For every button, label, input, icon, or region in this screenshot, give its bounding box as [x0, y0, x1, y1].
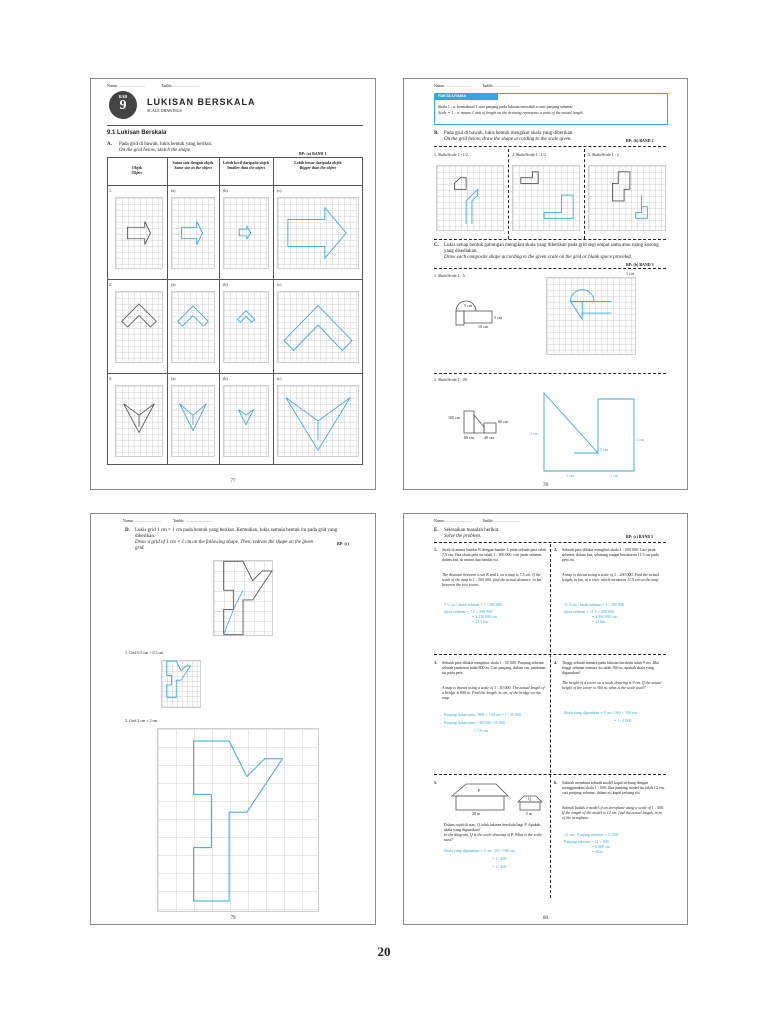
- question-e-text-en: Solve the problem.: [444, 534, 482, 539]
- item-label: 1. Grid 0.5 cm × 0.5 cm: [125, 650, 164, 655]
- scale-label: 3. Skala/Scale 1 : 2: [588, 152, 619, 157]
- answer-grid: [223, 197, 269, 269]
- q1-answer: 7.5 cm / Jarak sebenar = 1 / 300 000 Jarak sebenar = 7.5 × 300 000 = 2 250 000 cm = 22.5 km: [444, 602, 503, 624]
- name-field: Nama: ..........................: [107, 83, 145, 88]
- question-c-label: C.: [434, 243, 439, 248]
- question-b-label: B.: [434, 131, 439, 136]
- q4-text-en: The height of a tower on a scale drawing is 9 cm. If the actual height of the tower is 360 m, what is the scale used?: [562, 680, 662, 690]
- question-e-label: E.: [434, 528, 439, 533]
- q2-text: Sebuah peta dilukis mengikut skala 1 : 200 000. Cari jarak sebenar, dalam km, sebatang sungai berukuran 11.5 cm pada peta itu.: [562, 547, 659, 562]
- q6-number: 6.: [554, 780, 557, 785]
- page-79: [90, 513, 376, 925]
- answer-grid: [213, 560, 273, 636]
- composite-shape: 5 cm 5 cm 10 cm: [444, 283, 504, 331]
- band-label: BP: (c): [337, 541, 349, 546]
- page-number: 77: [230, 479, 236, 484]
- answer-grid: [223, 385, 269, 457]
- answer-grid: [277, 197, 359, 269]
- page-number: 78: [543, 483, 548, 488]
- sub-label: (c): [277, 282, 282, 287]
- house-figure: P Q 20 m 5 m: [446, 782, 546, 818]
- date-field: Tarikh: ..........................: [482, 518, 521, 523]
- object-grid: [115, 385, 163, 457]
- answer-grid: [161, 660, 201, 708]
- date-field: Tarikh: ..........................: [482, 83, 521, 88]
- answer-dim: 1 cm: [626, 271, 634, 276]
- band-label: BP: (a) BAND 1: [299, 151, 327, 156]
- name-field: Nama: ..........................: [123, 518, 161, 523]
- sub-label: (b): [223, 282, 228, 287]
- q5-text-en: In the diagram, Q is the scale drawing of P. What is the scale used?: [444, 832, 543, 842]
- q1-number: 1.: [434, 547, 437, 552]
- q6-text: Salmah membina sebuah model kapal terbang dengan menggunakan skala 1 : 500. Jika panjang model itu ialah 12 cm, cari panjang sebenar, dalam m, kapal terbang itu.: [562, 780, 665, 795]
- page-number: 79: [230, 916, 236, 921]
- page-80: [403, 513, 688, 925]
- page-77: [90, 78, 376, 490]
- page-78: [403, 78, 688, 490]
- band-label: BP: (c) BAND 5: [626, 534, 654, 539]
- q4-text: Tinggi sebuah menara pada lukisan berskala ialah 9 cm. Jika tinggi sebenar menara itu ialah 360 m, apakah skala yang digunakan?: [562, 660, 659, 675]
- q2-number: 2.: [554, 547, 557, 552]
- answer-grid: [171, 385, 215, 457]
- q2-answer: 11.5 cm / Jarak sebenar = 1 / 200 000 Jarak sebenar = 11.5 × 200 000 = 2 300 000 cm = 23 km: [564, 602, 624, 624]
- q3-answer: Panjang dalam peta / 800 × 100 cm = 1 / 50 000 Panjang dalam peta = 80 000 / 50 000 = 1.6 cm: [444, 712, 521, 733]
- object-grid: [115, 197, 163, 269]
- answer-drawing: 2 cm 3 cm 2 cm 1 cm 1 cm: [524, 387, 654, 477]
- question-a-label: A.: [107, 142, 112, 147]
- answer-grid: [546, 277, 636, 355]
- question-a-text-en: On the grid below, sketch the shape.: [119, 148, 192, 153]
- sub-label: (a): [171, 188, 176, 193]
- footer-page-number: 20: [377, 944, 391, 959]
- question-a-text: Pada grid di bawah, lukis bentuk yang berikut.: [119, 142, 213, 147]
- chapter-subtitle: SCALE DRAWINGS: [147, 108, 182, 113]
- fact-text: Skala 1 : n, bermaksud 1 unit panjang pada lukisan mewakili n unit panjang sebenar.: [438, 104, 574, 109]
- sub-label: (a): [171, 376, 176, 381]
- q5-answer: Skala yang digunakan = 5 cm / 20 × 100 cm = 1 / 400 = 1 : 400: [444, 848, 515, 869]
- answer-grid: [277, 291, 359, 363]
- q1-text: Jarak di antara bandar K dengan bandar L pada sebuah peta ialah 7.5 cm. Jika skala peta itu ialah 1 : 300 000, cari jarak sebenar, dalam km, di antara dua bandar itu.: [442, 547, 546, 562]
- answer-grid: [436, 165, 504, 231]
- page-number: 80: [543, 916, 548, 921]
- q3-number: 3.: [434, 660, 437, 665]
- question-c-text-en: Draw each composite shape according to the given scale on the grid or blank space provided.: [444, 255, 632, 260]
- q6-answer: 12 cm / Panjang sebenar = 1 / 500 Panjang sebenar = 12 × 500 = 6 000 cm = 60 m: [564, 832, 619, 854]
- q4-number: 4.: [554, 660, 557, 665]
- question-b-text: Pada grid di bawah, lukis bentuk mengikut skala yang diberikan.: [444, 131, 574, 136]
- row-label: 3.: [109, 376, 112, 381]
- scale-label: 2. Skala/Scale 1 : 1/2: [512, 152, 546, 157]
- name-field: Nama: ..........................: [434, 518, 472, 523]
- question-c-text: Lukis setiap bentuk gabungan mengikut skala yang diberikan pada grid segi empat sama atau ruang kosong yang disediakan.: [444, 243, 659, 254]
- answer-grid: [171, 291, 215, 363]
- answer-grid: [512, 165, 580, 231]
- chapter-title: LUKISAN BERSKALA: [147, 97, 256, 107]
- q3-text-en: A map is drawn using a scale of 1 : 50 000. The actual length of a bridge is 800 m. Find the length, in cm, of the bridge on the map.: [442, 685, 545, 700]
- sub-label: (a): [171, 282, 176, 287]
- answer-grid: [588, 165, 666, 231]
- band-label: BP: (b) BAND 3: [626, 262, 654, 267]
- sub-label: (b): [223, 188, 228, 193]
- sub-label: (c): [277, 188, 282, 193]
- row-label: 2.: [109, 282, 112, 287]
- band-label: BP: (b) BAND 2: [626, 138, 654, 143]
- name-field: Nama: ..........................: [434, 83, 472, 88]
- q4-answer: Skala yang digunakan = 9 cm / 360 × 100 cm = 1 : 4 000: [564, 710, 637, 723]
- object-grid: [115, 291, 163, 363]
- answer-grid: [223, 291, 269, 363]
- scale-label: 2. Skala/Scale 1 : 20: [434, 377, 467, 382]
- row-label: 1.: [109, 188, 112, 193]
- item-label: 2. Grid 2 cm × 2 cm: [125, 718, 158, 723]
- question-d-label: D.: [125, 528, 130, 533]
- scale-label: 1. Skala/Scale 1 : 1/2: [434, 152, 468, 157]
- col-header-same: Sama saiz dengan objek Same size as the object: [172, 160, 214, 170]
- q5-number: 5.: [434, 780, 437, 785]
- q6-text-en: Salmah builds a model of an aeroplane using a scale of 1 : 500. If the length of the model is 12 cm, find the actual length, in m, of the aeroplane.: [562, 805, 665, 820]
- composite-shape: 100 cm 60 cm 60 cm 40 cm: [448, 405, 528, 445]
- question-e-text: Selesaikan masalah berikut.: [444, 528, 500, 533]
- q1-text-en: The distance between town K and L on a map is 7.5 cm. If the scale of the map is 1 : 300 000, find the actual distance, in km, between the two towns.: [442, 572, 543, 587]
- col-header-object: Objek Object: [131, 165, 143, 175]
- sub-label: (b): [223, 376, 228, 381]
- chapter-badge: BAB 9: [109, 91, 137, 119]
- question-d-text: Lukis grid 1 cm × 1 cm pada bentuk yang berikut. Kemudian, lukis semula bentuk itu pada grid yang diberikan.: [135, 528, 338, 539]
- fact-banner: FAKTA UTAMA: [434, 93, 498, 100]
- scale-label: 1. Skala/Scale 1 : 5: [434, 273, 465, 278]
- answer-grid: [277, 385, 359, 457]
- fact-text-en: Scale = 1 : n, means 1 unit of length on the drawing represents n units of the actual length.: [438, 110, 584, 115]
- col-header-smaller: Lebih kecil daripada objek Smaller than the object: [222, 160, 270, 170]
- answer-grid: [157, 728, 319, 912]
- sub-label: (c): [277, 376, 282, 381]
- question-d-text-en: Draw a grid of 1 cm × 1 cm on the following shape. Then, redraw the shape on the given grid.: [135, 540, 314, 551]
- q3-text: Sebuah peta dilukis mengikut skala 1 : 50 000. Panjang sebenar sebuah jambatan ialah 800 m. Cari panjang, dalam cm, jambatan itu pada peta.: [442, 660, 546, 675]
- question-b-text-en: On the grid below, draw the shape according to the scale given.: [444, 137, 572, 142]
- col-header-bigger: Lebih besar daripada objek Bigger than the object: [294, 160, 342, 170]
- answer-grid: [171, 197, 215, 269]
- date-field: Tarikh: ..........................: [161, 83, 200, 88]
- date-field: Tarikh: ..........................: [173, 518, 212, 523]
- q2-text-en: A map is drawn using a scale of 1 : 200 000. Find the actual length, in km, of a river which measures 11.5 cm on the map.: [562, 572, 660, 582]
- section-title: 9.1 Lukisan Berskala: [107, 130, 167, 136]
- q5-text: Dalam rajah di atas, Q ialah lukisan berskala bagi P. Apakah skala yang digunakan?: [444, 822, 541, 832]
